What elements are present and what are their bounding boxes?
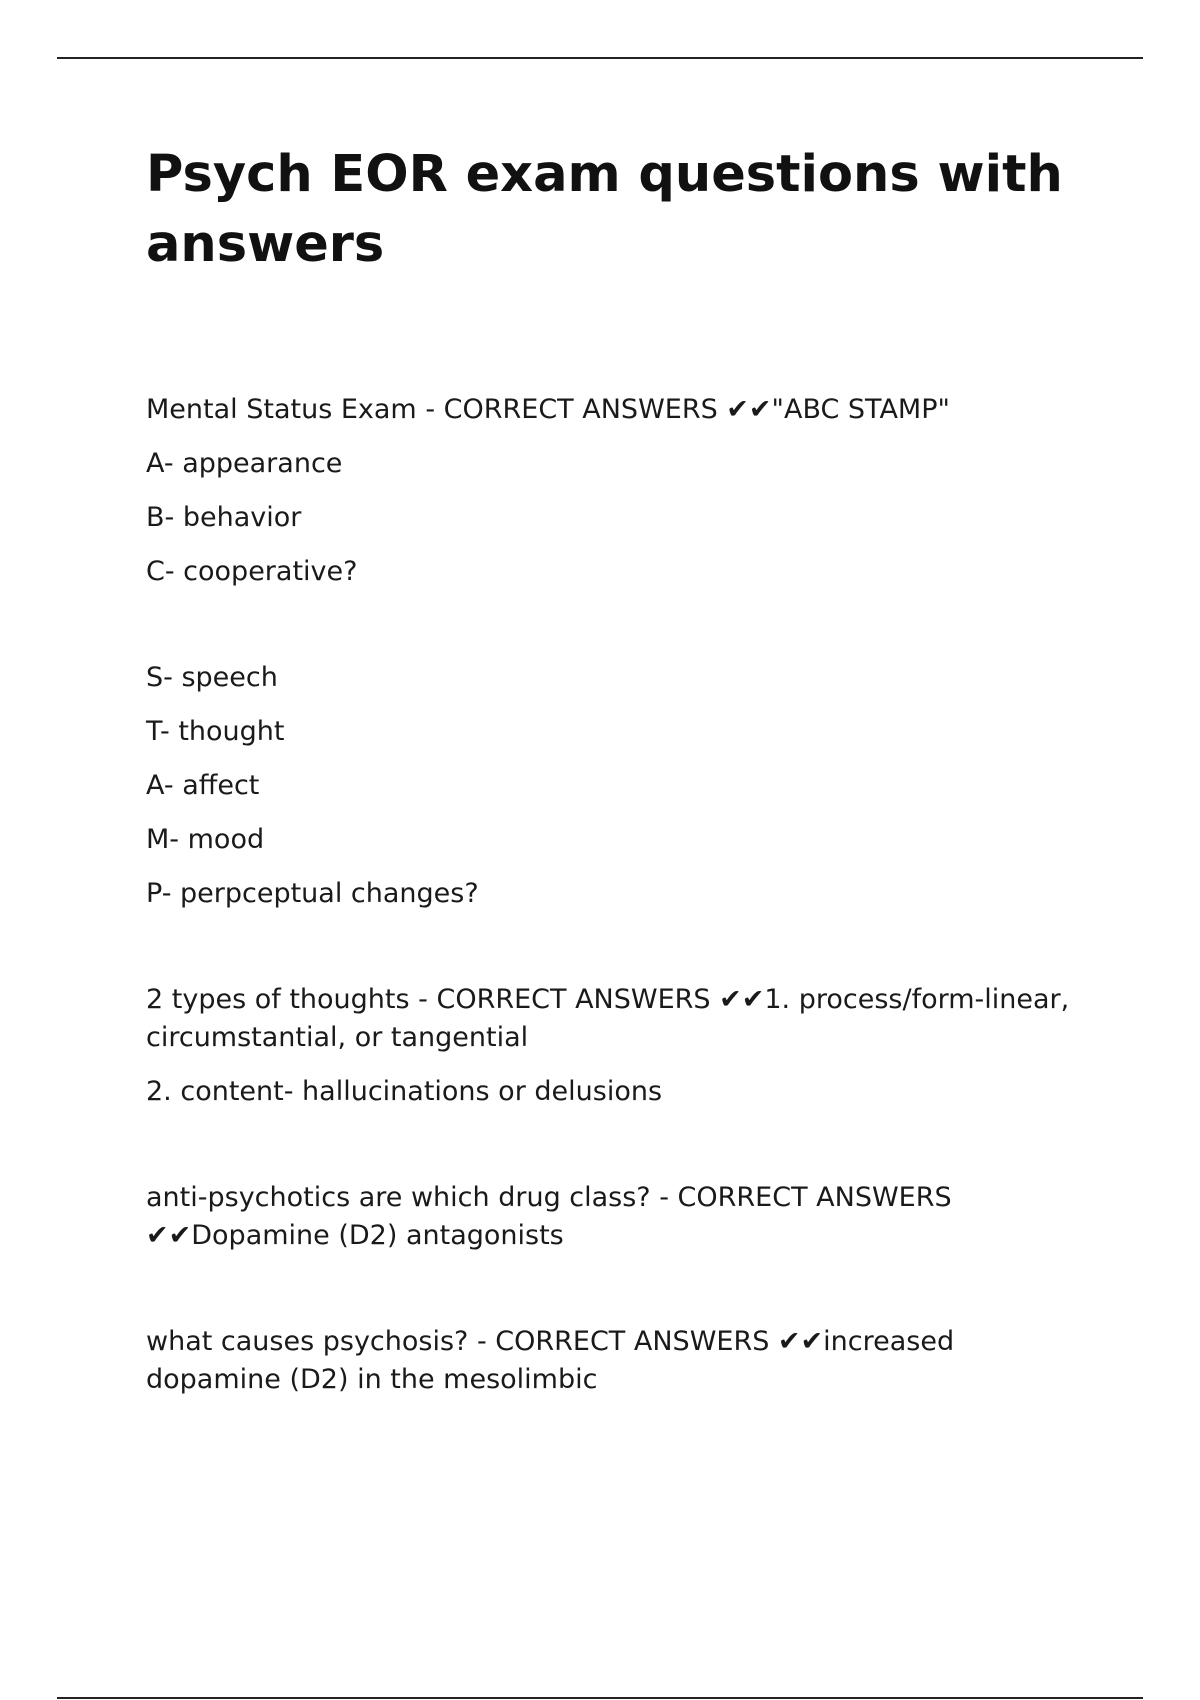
- document-body: [146, 391, 1076, 1399]
- section-spacer: [146, 1127, 1076, 1179]
- section-spacer: [146, 607, 1076, 659]
- list-item: B- behavior: [146, 502, 302, 533]
- list-item: T- thought: [146, 716, 285, 747]
- section-spacer: [146, 1271, 1076, 1323]
- document-page: [146, 140, 1076, 1415]
- list-item: P- perpceptual changes?: [146, 878, 479, 909]
- list-item: A- appearance: [146, 448, 343, 479]
- top-divider: [57, 57, 1143, 59]
- list-item: S- speech: [146, 662, 278, 693]
- question-mental-status-exam: Mental Status Exam - CORRECT ANSWERS ✔✔"ABC STAMP": [146, 394, 950, 425]
- question-causes-of-psychosis: what causes psychosis? - CORRECT ANSWERS ✔✔increased dopamine (D2) in the mesolimbic: [146, 1326, 955, 1395]
- page-title: Psych EOR exam questions with answers: [146, 145, 1063, 274]
- bottom-divider: [57, 1697, 1143, 1699]
- list-item: A- affect: [146, 770, 260, 801]
- list-item: M- mood: [146, 824, 265, 855]
- question-types-of-thoughts: 2 types of thoughts - CORRECT ANSWERS ✔✔1. process/form-linear, circumstantial, or tangential: [146, 984, 1070, 1053]
- list-item: C- cooperative?: [146, 556, 358, 587]
- list-item: 2. content- hallucinations or delusions: [146, 1076, 663, 1107]
- section-spacer: [146, 929, 1076, 981]
- question-antipsychotics-drug-class: anti-psychotics are which drug class? - CORRECT ANSWERS ✔✔Dopamine (D2) antagonists: [146, 1182, 952, 1251]
